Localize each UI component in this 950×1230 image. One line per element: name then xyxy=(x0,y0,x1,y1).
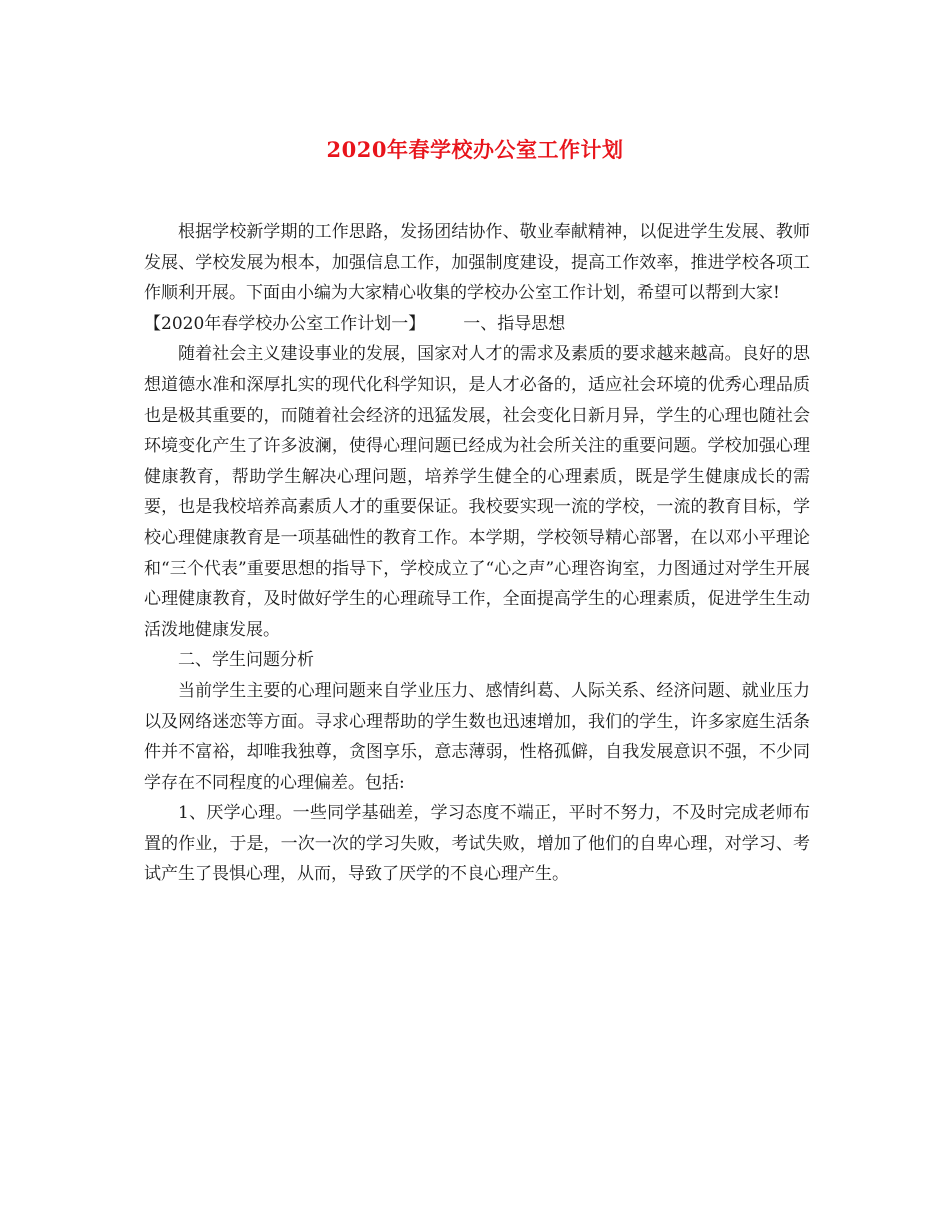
plan-heading-line xyxy=(144,309,810,340)
section-1-heading: 一、指导思想 xyxy=(463,313,566,334)
document-body xyxy=(144,217,810,890)
section-2-heading: 二、学生问题分析 xyxy=(178,650,314,671)
item-1-paragraph: 1、厌学心理。一些同学基础差，学习态度不端正，平时不努力，不及时完成老师布置的作业，于是，一次一次的学习失败，考试失败，增加了他们的自卑心理，对学习、考试产生了畏惧心理，从而，导致了厌学的不良心理产生。 xyxy=(144,803,810,885)
section-1-paragraph: 随着社会主义建设事业的发展，国家对人才的需求及素质的要求越来越高。良好的思想道德水准和深厚扎实的现代化科学知识，是人才必备的，适应社会环境的优秀心理品质也是极其重要的，而随着社会经济的迅猛发展，社会变化日新月异，学生的心理也随社会环境变化产生了许多波澜，使得心理问题已经成为社会所关注的重要问题。学校加强心理健康教育，帮助学生解决心理问题，培养学生健全的心理素质，既是学生健康成长的需要，也是我校培养高素质人才的重要保证。我校要实现一流的学校，一流的教育目标，学校心理健康教育是一项基础性的教育工作。本学期，学校领导精心部署，在以邓小平理论和“三个代表”重要思想的指导下，学校成立了“心之声”心理咨询室，力图通过对学生开展心理健康教育，及时做好学生的心理疏导工作，全面提高学生的心理素质，促进学生生动活泼地健康发展。 xyxy=(144,344,810,640)
section-2-paragraph: 当前学生主要的心理问题来自学业压力、感情纠葛、人际关系、经济问题、就业压力以及网络迷恋等方面。寻求心理帮助的学生数也迅速增加，我们的学生，许多家庭生活条件并不富裕，却唯我独尊，贪图享乐，意志薄弱，性格孤僻，自我发展意识不强，不少同学存在不同程度的心理偏差。包括: xyxy=(144,680,810,793)
plan-heading: 【2020年春学校办公室工作计划一】 xyxy=(144,313,426,334)
document-title: 2020年春学校办公室工作计划 xyxy=(326,137,624,162)
intro-paragraph: 根据学校新学期的工作思路，发扬团结协作、敬业奉献精神，以促进学生发展、教师发展、学校发展为根本，加强信息工作，加强制度建设，提高工作效率，推进学校各项工作顺利开展。下面由小编为大家精心收集的学校办公室工作计划，希望可以帮到大家! xyxy=(144,222,810,304)
